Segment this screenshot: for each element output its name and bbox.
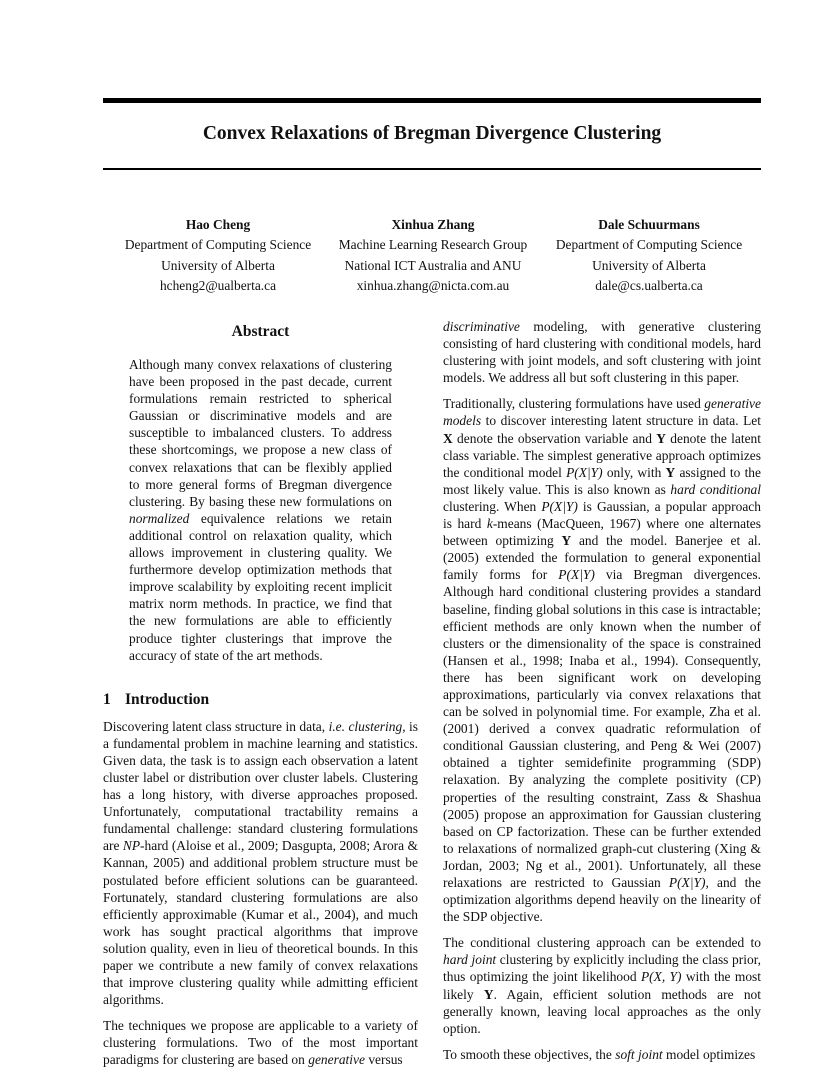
section-title: Introduction [125, 690, 210, 708]
section-heading-introduction [103, 690, 418, 710]
author-institution: University of Alberta [161, 257, 275, 273]
right-paragraph-0: discriminative modeling, with generative clustering consisting of hard clustering with conditional models, hard clustering with joint models, and soft clustering with joint models. We address all but soft clustering in this paper. [443, 319, 761, 386]
author-block [103, 215, 761, 305]
author-email: dale@cs.ualberta.ca [595, 278, 703, 294]
section-number: 1 [103, 690, 111, 708]
author-institution: University of Alberta [592, 257, 706, 273]
abstract-text: Although many convex relaxations of clustering have been proposed in the past decade, current formulations remain restricted to spherical Gaussian or discriminative models and are susceptible to imbalanced clusters. To address these shortcomings, we propose a new class of convex relaxations that can be flexibly applied to more general forms of Bregman divergence clustering. By basing these new formulations on normalized equivalence relations we retain additional control on relaxation quality, which allows improvement in clustering quality. We furthermore develop optimization methods that improve scalability by exploiting recent implicit matrix norm methods. In practice, we find that the new formulations are able to efficiently produce tighter clusterings that improve the accuracy of state of the art methods. [129, 357, 392, 663]
author-email: hcheng2@ualberta.ca [159, 278, 277, 294]
paper-title: Convex Relaxations of Bregman Divergence Clustering [202, 123, 662, 144]
author-name: Hao Cheng [185, 217, 251, 232]
left-column [103, 318, 418, 1069]
author-department: Department of Computing Science [124, 237, 312, 253]
right-paragraph-3: To smooth these objectives, the soft joint model optimizes [443, 1046, 756, 1062]
top-rule [103, 98, 761, 103]
author-institution: National ICT Australia and ANU [344, 257, 522, 273]
author-department: Department of Computing Science [555, 237, 743, 253]
author-department: Machine Learning Research Group [338, 237, 528, 253]
intro-paragraph-1: Discovering latent class structure in data, i.e. clustering, is a fundamental problem in machine learning and statistics. Given data, the task is to assign each observation a latent cluster label or distribution over cluster labels. Clustering has a long history, with diverse approaches proposed. Unfortunately, computational tractability remains a fundamental challenge: standard clustering formulations are NP-hard (Aloise et al., 2009; Dasgupta, 2008; Arora & Kannan, 2005) and additional problem structure must be postulated before efficient solutions can be guaranteed. Fortunately, standard clustering formulations are also efficiently approximable (Kumar et al., 2004), and much work has sought practical algorithms that improve solution quality, even in lieu of theoretical bounds. In this paper we contribute a new family of convex relaxations that improve clustering quality while admitting efficient algorithms. [103, 718, 418, 1008]
title-bottom-rule [103, 168, 761, 170]
abstract-heading: Abstract [231, 323, 290, 340]
author-name: Dale Schuurmans [598, 217, 700, 232]
right-column [443, 318, 761, 1072]
intro-paragraph-2: The techniques we propose are applicable to a variety of clustering formulations. Two of the most important paradigms for clustering are based on generative versus [103, 1018, 418, 1068]
right-paragraph-2: The conditional clustering approach can be extended to hard joint clustering by explicitly including the class prior, thus optimizing the joint likelihood P(X, Y) with the most likely Y. Again, efficient solution methods are not generally known, leaving local approaches as the only option. [443, 935, 762, 1036]
author-email: xinhua.zhang@nicta.com.au [356, 278, 510, 294]
author-name: Xinhua Zhang [391, 217, 475, 232]
author-2 [328, 215, 538, 297]
author-1 [113, 215, 323, 297]
author-3 [544, 215, 754, 297]
right-paragraph-1: Traditionally, clustering formulations have used generative models to discover interesting latent structure in data. Let X denote the observation variable and Y denote the latent class variable. The simplest generative approach optimizes the conditional model P(X|Y) only, with Y assigned to the most likely value. This is also known as hard conditional clustering. When P(X|Y) is Gaussian, a popular approach is hard k-means (MacQueen, 1967) where one alternates between optimizing Y and the model. Banerjee et al. (2005) extended the formulation to general exponential family forms for P(X|Y) via Bregman divergences. Although hard conditional clustering provides a standard baseline, finding global solutions in this case is intractable; efficient methods are only known when the number of clusters or the dimensionality of the space is constrained (Hansen et al., 1998; Inaba et al., 1994). Consequently, there has been significant work on developing approximations, particularly via convex relaxations that can be solved in polynomial time. For example, Zha et al. (2001) derived a convex quadratic reformulation of conditional Gaussian clustering, and Peng & Wei (2007) obtained a tighter semidefinite programming (SDP) relaxation. By analyzing the complete positivity (CP) properties of the resulting constraint, Zass & Shashua (2005) propose an approximation for Gaussian clustering based on CP factorization. These can be further extended to relaxations of normalized graph-cut clustering (Xing & Jordan, 2003; Ng et al., 2001). Unfortunately, all these relaxations are restricted to Gaussian P(X|Y), and the optimization algorithms depend heavily on the linearity of the SDP objective. [443, 396, 761, 925]
